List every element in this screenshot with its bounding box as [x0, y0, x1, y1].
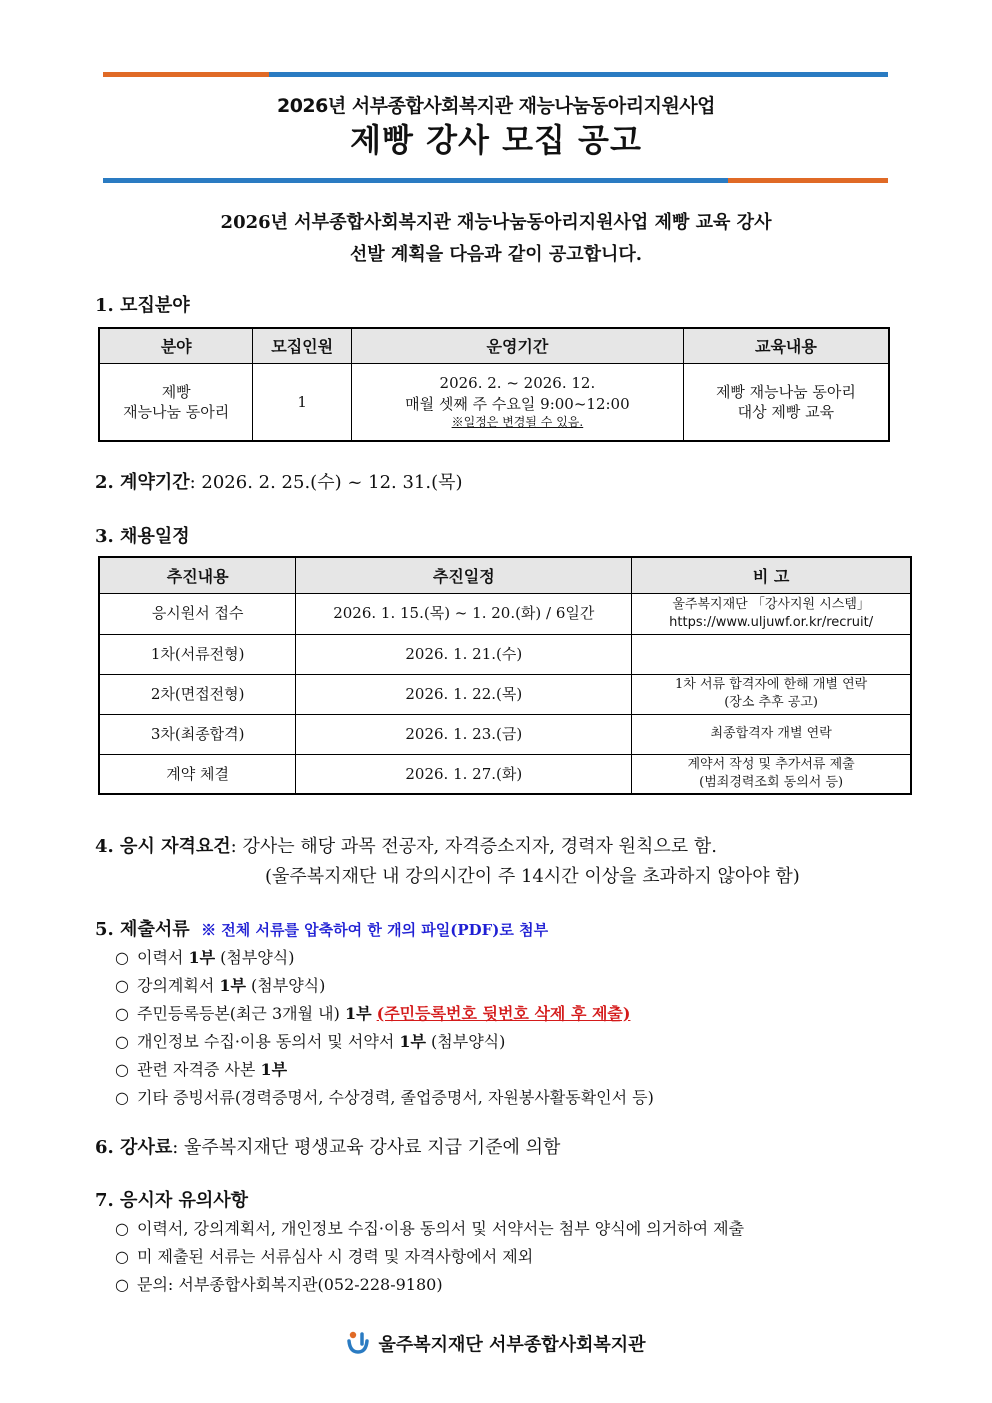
- recruit-field-table: [98, 327, 890, 442]
- page-title: 제빵 강사 모집 공고: [350, 121, 642, 159]
- table-row: 3차(최종합격) 2026. 1. 23.(금) 최종합격자 개별 연락: [99, 714, 911, 754]
- bottom-bar-orange: [728, 178, 888, 183]
- resident-number-warning: (주민등록번호 뒷번호 삭제 후 제출): [376, 1004, 631, 1023]
- list-item: ○ 기타 증빙서류(경력증명서, 수상경력, 졸업증명서, 자원봉사활동확인서 등): [115, 1088, 654, 1107]
- field-cell: 제빵 재능나눔 동아리: [99, 363, 253, 441]
- table-row: 2차(면접전형) 2026. 1. 22.(목) 1차 서류 합격자에 한해 개별 연락 (장소 추후 공고): [99, 674, 911, 714]
- count-cell: 1: [253, 363, 352, 441]
- section4-qualification-note: (울주복지재단 내 강의시간이 주 14시간 이상을 초과하지 않아야 함): [265, 866, 800, 887]
- footer: [0, 1330, 992, 1361]
- list-item: ○ 개인정보 수집·이용 동의서 및 서약서 1부 (첨부양식): [115, 1032, 506, 1051]
- top-bar-orange: [103, 72, 269, 77]
- top-bar-blue: [269, 72, 888, 77]
- period-note: ※일정은 변경될 수 있음.: [451, 414, 584, 429]
- list-item: ○ 주민등록등본(최근 3개월 내) 1부 (주민등록번호 뒷번호 삭제 후 제출): [115, 1004, 631, 1023]
- list-item: ○ 미 제출된 서류는 서류심사 시 경력 및 자격사항에서 제외: [115, 1247, 534, 1266]
- col-header: 운영기간: [351, 328, 683, 363]
- list-item: ○ 강의계획서 1부 (첨부양식): [115, 976, 326, 995]
- list-item: ○ 관련 자격증 사본 1부: [115, 1060, 288, 1079]
- uljuwf-logo-icon: [346, 1330, 370, 1361]
- section5-pdf-note: ※ 전체 서류를 압축하여 한 개의 파일(PDF)로 첨부: [201, 921, 549, 939]
- schedule-table: [98, 556, 912, 795]
- period-cell: 2026. 2. ~ 2026. 12. 매월 셋째 주 수요일 9:00~12:00 ※일정은 변경될 수 있음.: [351, 363, 683, 441]
- list-item: ○ 이력서 1부 (첨부양식): [115, 948, 295, 967]
- section3-heading: 3. 채용일정: [95, 526, 190, 547]
- content-cell: 제빵 재능나눔 동아리 대상 제빵 교육: [683, 363, 889, 441]
- col-header: 추진일정: [296, 557, 632, 593]
- col-header: 추진내용: [99, 557, 296, 593]
- col-header: 분야: [99, 328, 253, 363]
- list-item: ○ 이력서, 강의계획서, 개인정보 수집·이용 동의서 및 서약서는 첨부 양식에 의거하여 제출: [115, 1219, 745, 1238]
- section7-heading: 7. 응시자 유의사항: [95, 1190, 249, 1211]
- recruit-url-link[interactable]: https://www.uljuwf.or.kr/recruit/: [669, 614, 874, 630]
- section5-heading: 5. 제출서류 ※ 전체 서류를 압축하여 한 개의 파일(PDF)로 첨부: [95, 919, 549, 940]
- table-row: 응시원서 접수 2026. 1. 15.(목) ~ 1. 20.(화) / 6일간 울주복지재단 「강사지원 시스템」 https://www.uljuwf.or.kr/recruit/: [99, 593, 911, 634]
- list-item: ○ 문의: 서부종합사회복지관(052-228-9180): [115, 1275, 443, 1294]
- section1-heading: 1. 모집분야: [95, 295, 190, 316]
- bottom-bar-blue: [103, 178, 728, 183]
- table-row: 1차(서류전형) 2026. 1. 21.(수): [99, 634, 911, 674]
- footer-org: 울주복지재단 서부종합사회복지관: [378, 1334, 646, 1356]
- table-row: 계약 체결 2026. 1. 27.(화) 계약서 작성 및 추가서류 제출 (범죄경력조회 동의서 등): [99, 754, 911, 794]
- col-header: 교육내용: [683, 328, 889, 363]
- intro-line-1: 2026년 서부종합사회복지관 재능나눔동아리지원사업 제빵 교육 강사: [220, 212, 772, 233]
- section2-contract-period: 2. 계약기간: 2026. 2. 25.(수) ~ 12. 31.(목): [95, 472, 463, 493]
- col-header: 모집인원: [253, 328, 352, 363]
- page-subtitle: 2026년 서부종합사회복지관 재능나눔동아리지원사업: [276, 95, 716, 117]
- intro-line-2: 선발 계획을 다음과 같이 공고합니다.: [349, 244, 643, 265]
- section4-qualification: 4. 응시 자격요건: 강사는 해당 과목 전공자, 자격증소지자, 경력자 원칙으로 함.: [95, 836, 717, 857]
- section6-fee: 6. 강사료: 울주복지재단 평생교육 강사료 지급 기준에 의함: [95, 1137, 561, 1158]
- col-header: 비 고: [632, 557, 911, 593]
